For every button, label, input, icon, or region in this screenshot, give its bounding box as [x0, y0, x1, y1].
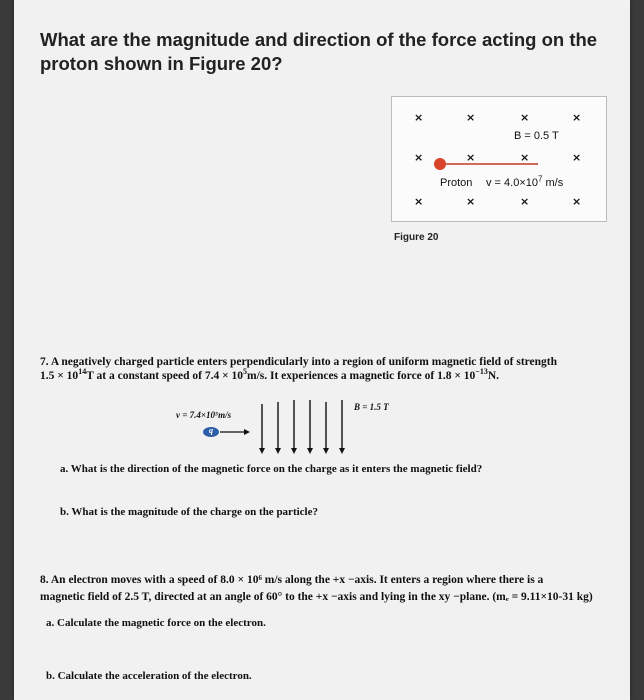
field-into-page-mark: × — [520, 151, 530, 164]
field-into-page-mark: × — [466, 195, 476, 208]
question-8b: b. Calculate the acceleration of the electron. — [46, 670, 252, 682]
q7-charge-label: q — [209, 426, 213, 435]
worksheet-page — [14, 0, 630, 700]
question-8-line-1: 8. An electron moves with a speed of 8.0 × 10⁶ m/s along the +x −axis. It enters a region where there is a — [40, 574, 544, 586]
question-7-line-1: 7. A negatively charged particle enters perpendicularly into a region of uniform magnetic field of strength — [40, 356, 558, 368]
field-into-page-mark: × — [572, 151, 582, 164]
field-into-page-mark: × — [414, 195, 424, 208]
field-into-page-mark: × — [572, 195, 582, 208]
proton-velocity-arrow — [432, 157, 542, 171]
proton-label: Proton — [440, 177, 473, 189]
field-into-page-mark: × — [572, 111, 582, 124]
question-7a: a. What is the direction of the magnetic force on the charge as it enters the magnetic field? — [60, 463, 483, 475]
field-strength-label: B = 0.5 T — [514, 130, 559, 142]
question-7b: b. What is the magnitude of the charge on the particle? — [60, 506, 318, 518]
field-into-page-mark: × — [466, 151, 476, 164]
proton-dot — [434, 158, 446, 170]
velocity-label: $v = 4.0\times 10^7$ m/s — [486, 174, 564, 189]
question-8-line-2: magnetic field of 2.5 T, directed at an angle of 60° to the +x −axis and lying in the xy −plane. (mₑ = 9.11×10-31 kg) — [40, 591, 593, 603]
question-7-line-2: $1.5 \times 10^{14}T$ at a constant speed of $7.4 \times 10^5m/s$. It experiences a magnetic force of $1.8 \times 10^{-13}N$. — [40, 367, 500, 382]
field-into-page-mark: × — [520, 111, 530, 124]
field-into-page-mark: × — [414, 111, 424, 124]
question-8-text — [40, 572, 620, 606]
q7-velocity-label: v = 7.4×10⁵m/s — [176, 410, 232, 420]
field-into-page-mark: × — [414, 151, 424, 164]
figure-caption: Figure 20 — [394, 232, 439, 243]
field-into-page-mark: × — [466, 111, 476, 124]
question-heading: What are the magnitude and direction of the force acting on the proton shown in Figure 20? — [40, 29, 598, 74]
question-8a: a. Calculate the magnetic force on the electron. — [46, 617, 266, 629]
question-7-text — [40, 355, 600, 383]
q7-field-label: B = 1.5 T — [354, 402, 389, 412]
field-into-page-mark: × — [520, 195, 530, 208]
figure-20-diagram — [391, 96, 607, 222]
